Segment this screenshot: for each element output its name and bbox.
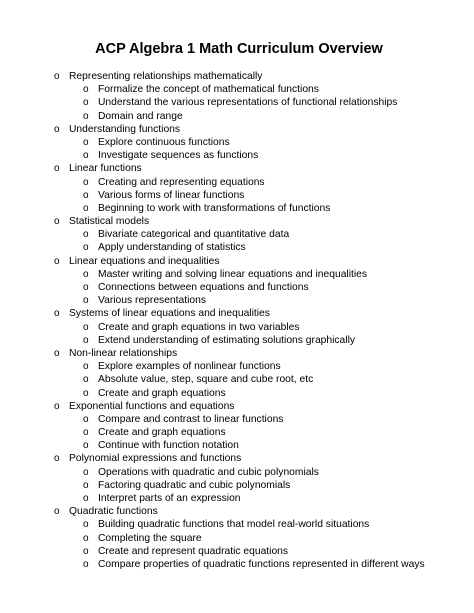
topic-item [0,123,474,163]
bullet-circle-icon: o [83,532,89,544]
subtopic-list [0,413,474,453]
bullet-circle-icon: o [83,493,89,504]
subtopic-label: Compare and contrast to linear functions [98,413,284,425]
subtopic-list [0,228,474,254]
subtopic-list [0,83,474,123]
subtopic-item [0,136,474,149]
subtopic-label: Building quadratic functions that model real-world situations [98,519,370,531]
subtopic-label: Create and graph equations in two variables [98,321,300,333]
bullet-circle-icon: o [83,84,89,96]
subtopic-label: Create and graph equations [98,387,226,399]
bullet-circle-icon: o [83,440,89,452]
subtopic-label: Interpret parts of an expression [98,493,241,504]
subtopic-item [0,373,474,386]
subtopic-item [0,413,474,426]
subtopic-item [0,149,474,162]
bullet-circle-icon: o [83,519,89,531]
subtopic-label: Bivariate categorical and quantitative data [98,229,290,241]
subtopic-list [0,466,474,506]
subtopic-item [0,176,474,189]
bullet-circle-icon: o [83,268,89,280]
topic-item [0,70,474,123]
subtopic-label: Formalize the concept of mathematical functions [98,84,319,96]
topic-item [0,307,474,347]
topic-row [0,400,474,413]
topic-row [0,215,474,228]
subtopic-item [0,466,474,479]
subtopic-item [0,426,474,439]
bullet-circle-icon: o [83,97,89,109]
topic-label: Linear functions [69,163,142,175]
bullet-circle-icon: o [54,123,60,135]
topic-label: Linear equations and inequalities [69,255,220,267]
topic-row [0,123,474,136]
bullet-circle-icon: o [83,387,89,399]
subtopic-item [0,321,474,334]
topic-label: Systems of linear equations and inequalities [69,308,270,320]
subtopic-item [0,439,474,452]
subtopic-label: Beginning to work with transformations of functions [98,202,331,214]
subtopic-item [0,228,474,241]
subtopic-item [0,202,474,215]
bullet-circle-icon: o [83,334,89,346]
topic-row [0,307,474,320]
subtopic-item [0,189,474,202]
topic-item [0,347,474,400]
topic-item [0,162,474,215]
subtopic-item [0,532,474,545]
subtopic-item [0,96,474,109]
topic-label: Non-linear relationships [69,347,178,359]
subtopic-item [0,268,474,281]
subtopic-item [0,545,474,558]
topic-item [0,255,474,308]
topic-item [0,215,474,255]
subtopic-list [0,268,474,308]
bullet-circle-icon: o [83,136,89,148]
subtopic-item [0,387,474,400]
bullet-circle-icon: o [54,506,60,518]
topic-label: Polynomial expressions and functions [69,453,242,465]
subtopic-label: Continue with function notation [98,440,239,452]
bullet-circle-icon: o [83,295,89,307]
subtopic-label: Connections between equations and functions [98,282,309,293]
subtopic-label: Explore continuous functions [98,136,230,148]
bullet-circle-icon: o [54,400,60,412]
subtopic-label: Absolute value, step, square and cube root, etc [98,374,314,386]
topic-label: Statistical models [69,216,150,228]
bullet-circle-icon: o [83,189,89,201]
subtopic-label: Domain and range [98,110,183,122]
subtopic-item [0,360,474,373]
bullet-circle-icon: o [83,479,89,491]
topic-row [0,347,474,360]
topic-item [0,505,474,571]
bullet-circle-icon: o [54,216,60,228]
subtopic-label: Understand the various representations of functional relationships [98,97,398,109]
subtopic-label: Completing the square [98,532,202,544]
subtopic-list [0,360,474,400]
topic-item [0,400,474,453]
subtopic-item [0,518,474,531]
bullet-circle-icon: o [83,176,89,188]
subtopic-item [0,492,474,505]
bullet-circle-icon: o [83,374,89,386]
bullet-circle-icon: o [83,242,89,254]
bullet-circle-icon: o [54,71,60,82]
subtopic-label: Various forms of linear functions [98,189,245,201]
topic-label: Exponential functions and equations [69,400,235,412]
subtopic-label: Factoring quadratic and cubic polynomials [98,479,291,491]
subtopic-label: Create and graph equations [98,427,226,439]
topic-label: Understanding functions [69,123,181,135]
subtopic-list [0,176,474,216]
bullet-circle-icon: o [54,308,60,320]
topic-label: Representing relationships mathematically [69,71,263,82]
bullet-circle-icon: o [83,202,89,214]
bullet-circle-icon: o [83,427,89,439]
subtopic-item [0,281,474,294]
document-title: ACP Algebra 1 Math Curriculum Overview [95,41,383,57]
bullet-circle-icon: o [83,282,89,293]
topic-row [0,255,474,268]
curriculum-outline [0,70,474,571]
subtopic-item [0,241,474,254]
subtopic-label: Apply understanding of statistics [98,242,246,254]
bullet-circle-icon: o [83,361,89,373]
subtopic-list [0,136,474,162]
topic-row [0,505,474,518]
topic-row [0,70,474,83]
subtopic-label: Extend understanding of estimating solutions graphically [98,334,356,346]
bullet-circle-icon: o [83,545,89,557]
bullet-circle-icon: o [83,466,89,478]
subtopic-label: Investigate sequences as functions [98,150,259,162]
topic-item [0,452,474,505]
subtopic-item [0,294,474,307]
bullet-circle-icon: o [54,453,60,465]
subtopic-label: Creating and representing equations [98,176,265,188]
subtopic-item [0,83,474,96]
topic-row [0,162,474,175]
topic-label: Quadratic functions [69,506,158,518]
subtopic-label: Compare properties of quadratic functions represented in different ways [98,558,425,570]
bullet-circle-icon: o [54,255,60,267]
bullet-circle-icon: o [83,229,89,241]
subtopic-item [0,334,474,347]
subtopic-label: Explore examples of nonlinear functions [98,361,281,373]
bullet-circle-icon: o [54,347,60,359]
bullet-circle-icon: o [54,163,60,175]
subtopic-label: Create and represent quadratic equations [98,545,289,557]
bullet-circle-icon: o [83,413,89,425]
bullet-circle-icon: o [83,150,89,162]
subtopic-label: Operations with quadratic and cubic polynomials [98,466,319,478]
bullet-circle-icon: o [83,558,89,570]
subtopic-item [0,558,474,571]
subtopic-list [0,321,474,347]
subtopic-label: Master writing and solving linear equations and inequalities [98,268,368,280]
subtopic-item [0,479,474,492]
bullet-circle-icon: o [83,321,89,333]
topic-row [0,452,474,465]
subtopic-item [0,110,474,123]
subtopic-label: Various representations [98,295,206,307]
bullet-circle-icon: o [83,110,89,122]
subtopic-list [0,518,474,571]
